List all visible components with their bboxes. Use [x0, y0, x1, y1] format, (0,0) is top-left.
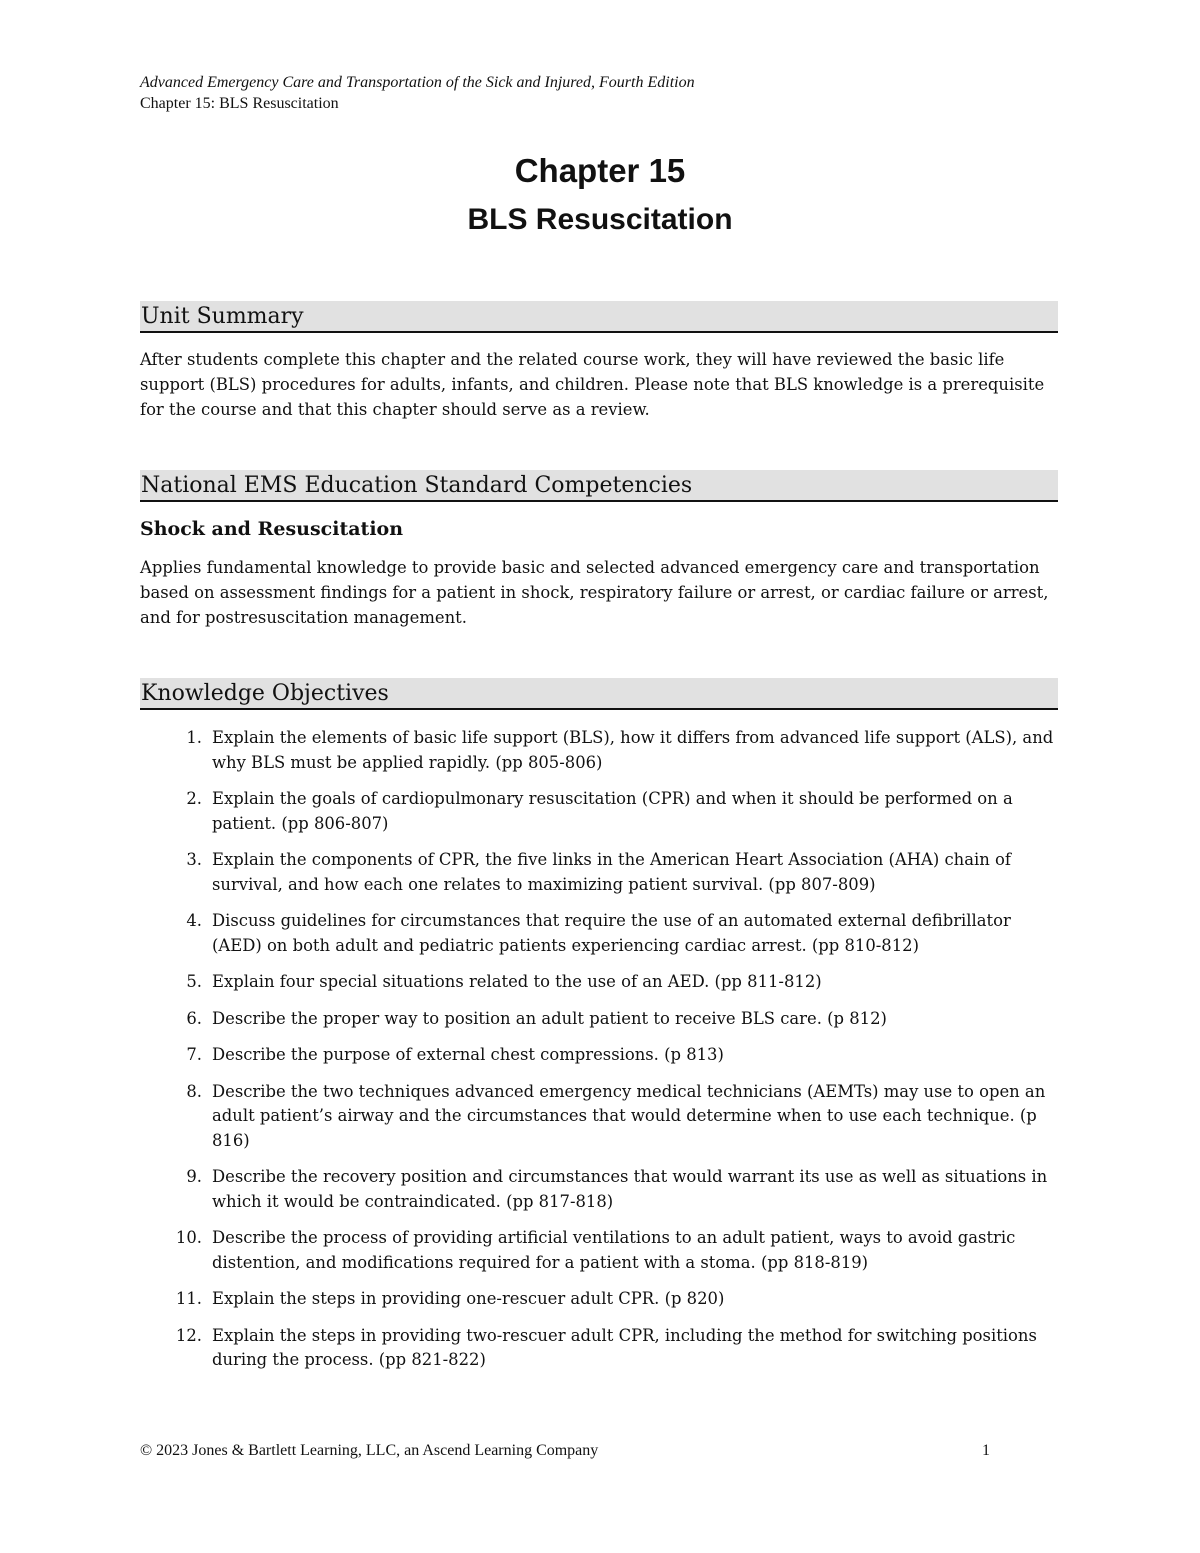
objective-text: Describe the purpose of external chest compressions. (p 813): [212, 1045, 724, 1064]
objective-item: [140, 726, 1058, 775]
objective-text: Describe the process of providing artificial ventilations to an adult patient, ways to avoid gastric distention, and modifications required for a patient with a stoma. (pp 818-819): [212, 1228, 1016, 1272]
objective-text: Explain the steps in providing two-rescuer adult CPR, including the method for switching positions during the process. (pp 821-822): [212, 1325, 1037, 1369]
objective-item: [140, 787, 1058, 836]
objective-number: 2.: [186, 789, 202, 808]
chapter-title: BLS Resuscitation: [467, 203, 733, 236]
header-chapter-line: Chapter 15: BLS Resuscitation: [140, 95, 339, 112]
book-title: Advanced Emergency Care and Transportation of the Sick and Injured, Fourth Edition: [140, 74, 695, 91]
objective-text: Explain the elements of basic life support (BLS), how it differs from advanced life support (ALS), and why BLS must be applied rapidly. (pp 805-806): [212, 728, 1054, 772]
objective-number: 12.: [175, 1325, 202, 1345]
objective-number: 4.: [186, 911, 202, 930]
objective-text: Explain four special situations related to the use of an AED. (pp 811-812): [212, 972, 822, 991]
objective-number: 6.: [186, 1008, 202, 1028]
chapter-number: Chapter 15: [514, 152, 686, 189]
objective-text: Explain the goals of cardiopulmonary resuscitation (CPR) and when it should be performed on a patient. (pp 806-807): [212, 789, 1013, 833]
objective-item: [140, 1080, 1058, 1154]
objective-number: 7.: [186, 1045, 202, 1064]
objective-item: [140, 1165, 1058, 1214]
objective-text: Describe the recovery position and circumstances that would warrant its use as well as situations in which it would be contraindicated. (pp 817-818): [212, 1167, 1048, 1211]
competency-text: Applies fundamental knowledge to provide basic and selected advanced emergency care and transportation based on assessment findings for a patient in shock, respiratory failure or arrest, or cardiac failure or arrest, and for postresuscitation management.: [140, 558, 1049, 627]
objective-text: Discuss guidelines for circumstances that require the use of an automated external defibrillator (AED) on both adult and pediatric patients experiencing cardiac arrest. (pp 810-812): [212, 911, 1011, 955]
objectives-list: [140, 726, 1058, 1385]
objective-item: [140, 909, 1058, 958]
objective-item: [140, 1043, 1058, 1068]
objective-item: [140, 1007, 1058, 1032]
page-footer: [140, 1442, 990, 1460]
objective-number: 5.: [186, 972, 202, 991]
unit-summary-text: After students complete this chapter and the related course work, they will have reviewed the basic life support (BLS) procedures for adults, infants, and children. Please note that BLS knowledge is a prerequisite for the course and that this chapter should serve as a review.: [140, 350, 1045, 419]
objective-text: Describe the two techniques advanced emergency medical technicians (AEMTs) may use to open an adult patient’s airway and the circumstances that would determine when to use each technique. (p 816): [212, 1081, 1046, 1150]
competency-subheading: Shock and Resuscitation: [140, 518, 404, 540]
competencies-heading: National EMS Education Standard Competencies: [140, 470, 1058, 502]
objective-number: 10.: [175, 1228, 202, 1247]
objective-text: Explain the steps in providing one-rescuer adult CPR. (p 820): [212, 1289, 725, 1308]
page-number: 1: [982, 1442, 990, 1459]
objective-item: [140, 1226, 1058, 1275]
objective-item: [140, 848, 1058, 897]
objective-number: 8.: [186, 1081, 202, 1101]
objective-item: [140, 970, 1058, 995]
copyright-text: © 2023 Jones & Bartlett Learning, LLC, an Ascend Learning Company: [140, 1442, 599, 1459]
objective-item: [140, 1287, 1058, 1312]
running-header: [140, 72, 695, 114]
objective-number: 11.: [175, 1289, 202, 1308]
knowledge-objectives-heading: Knowledge Objectives: [140, 678, 1058, 710]
objective-number: 1.: [186, 728, 202, 747]
objective-number: 9.: [186, 1167, 202, 1186]
objective-text: Describe the proper way to position an adult patient to receive BLS care. (p 812): [212, 1008, 887, 1028]
unit-summary-heading: Unit Summary: [140, 301, 1058, 333]
objective-item: [140, 1324, 1058, 1373]
objective-number: 3.: [186, 850, 202, 869]
objective-text: Explain the components of CPR, the five links in the American Heart Association (AHA) chain of survival, and how each one relates to maximizing patient survival. (pp 807-809): [212, 850, 1011, 894]
